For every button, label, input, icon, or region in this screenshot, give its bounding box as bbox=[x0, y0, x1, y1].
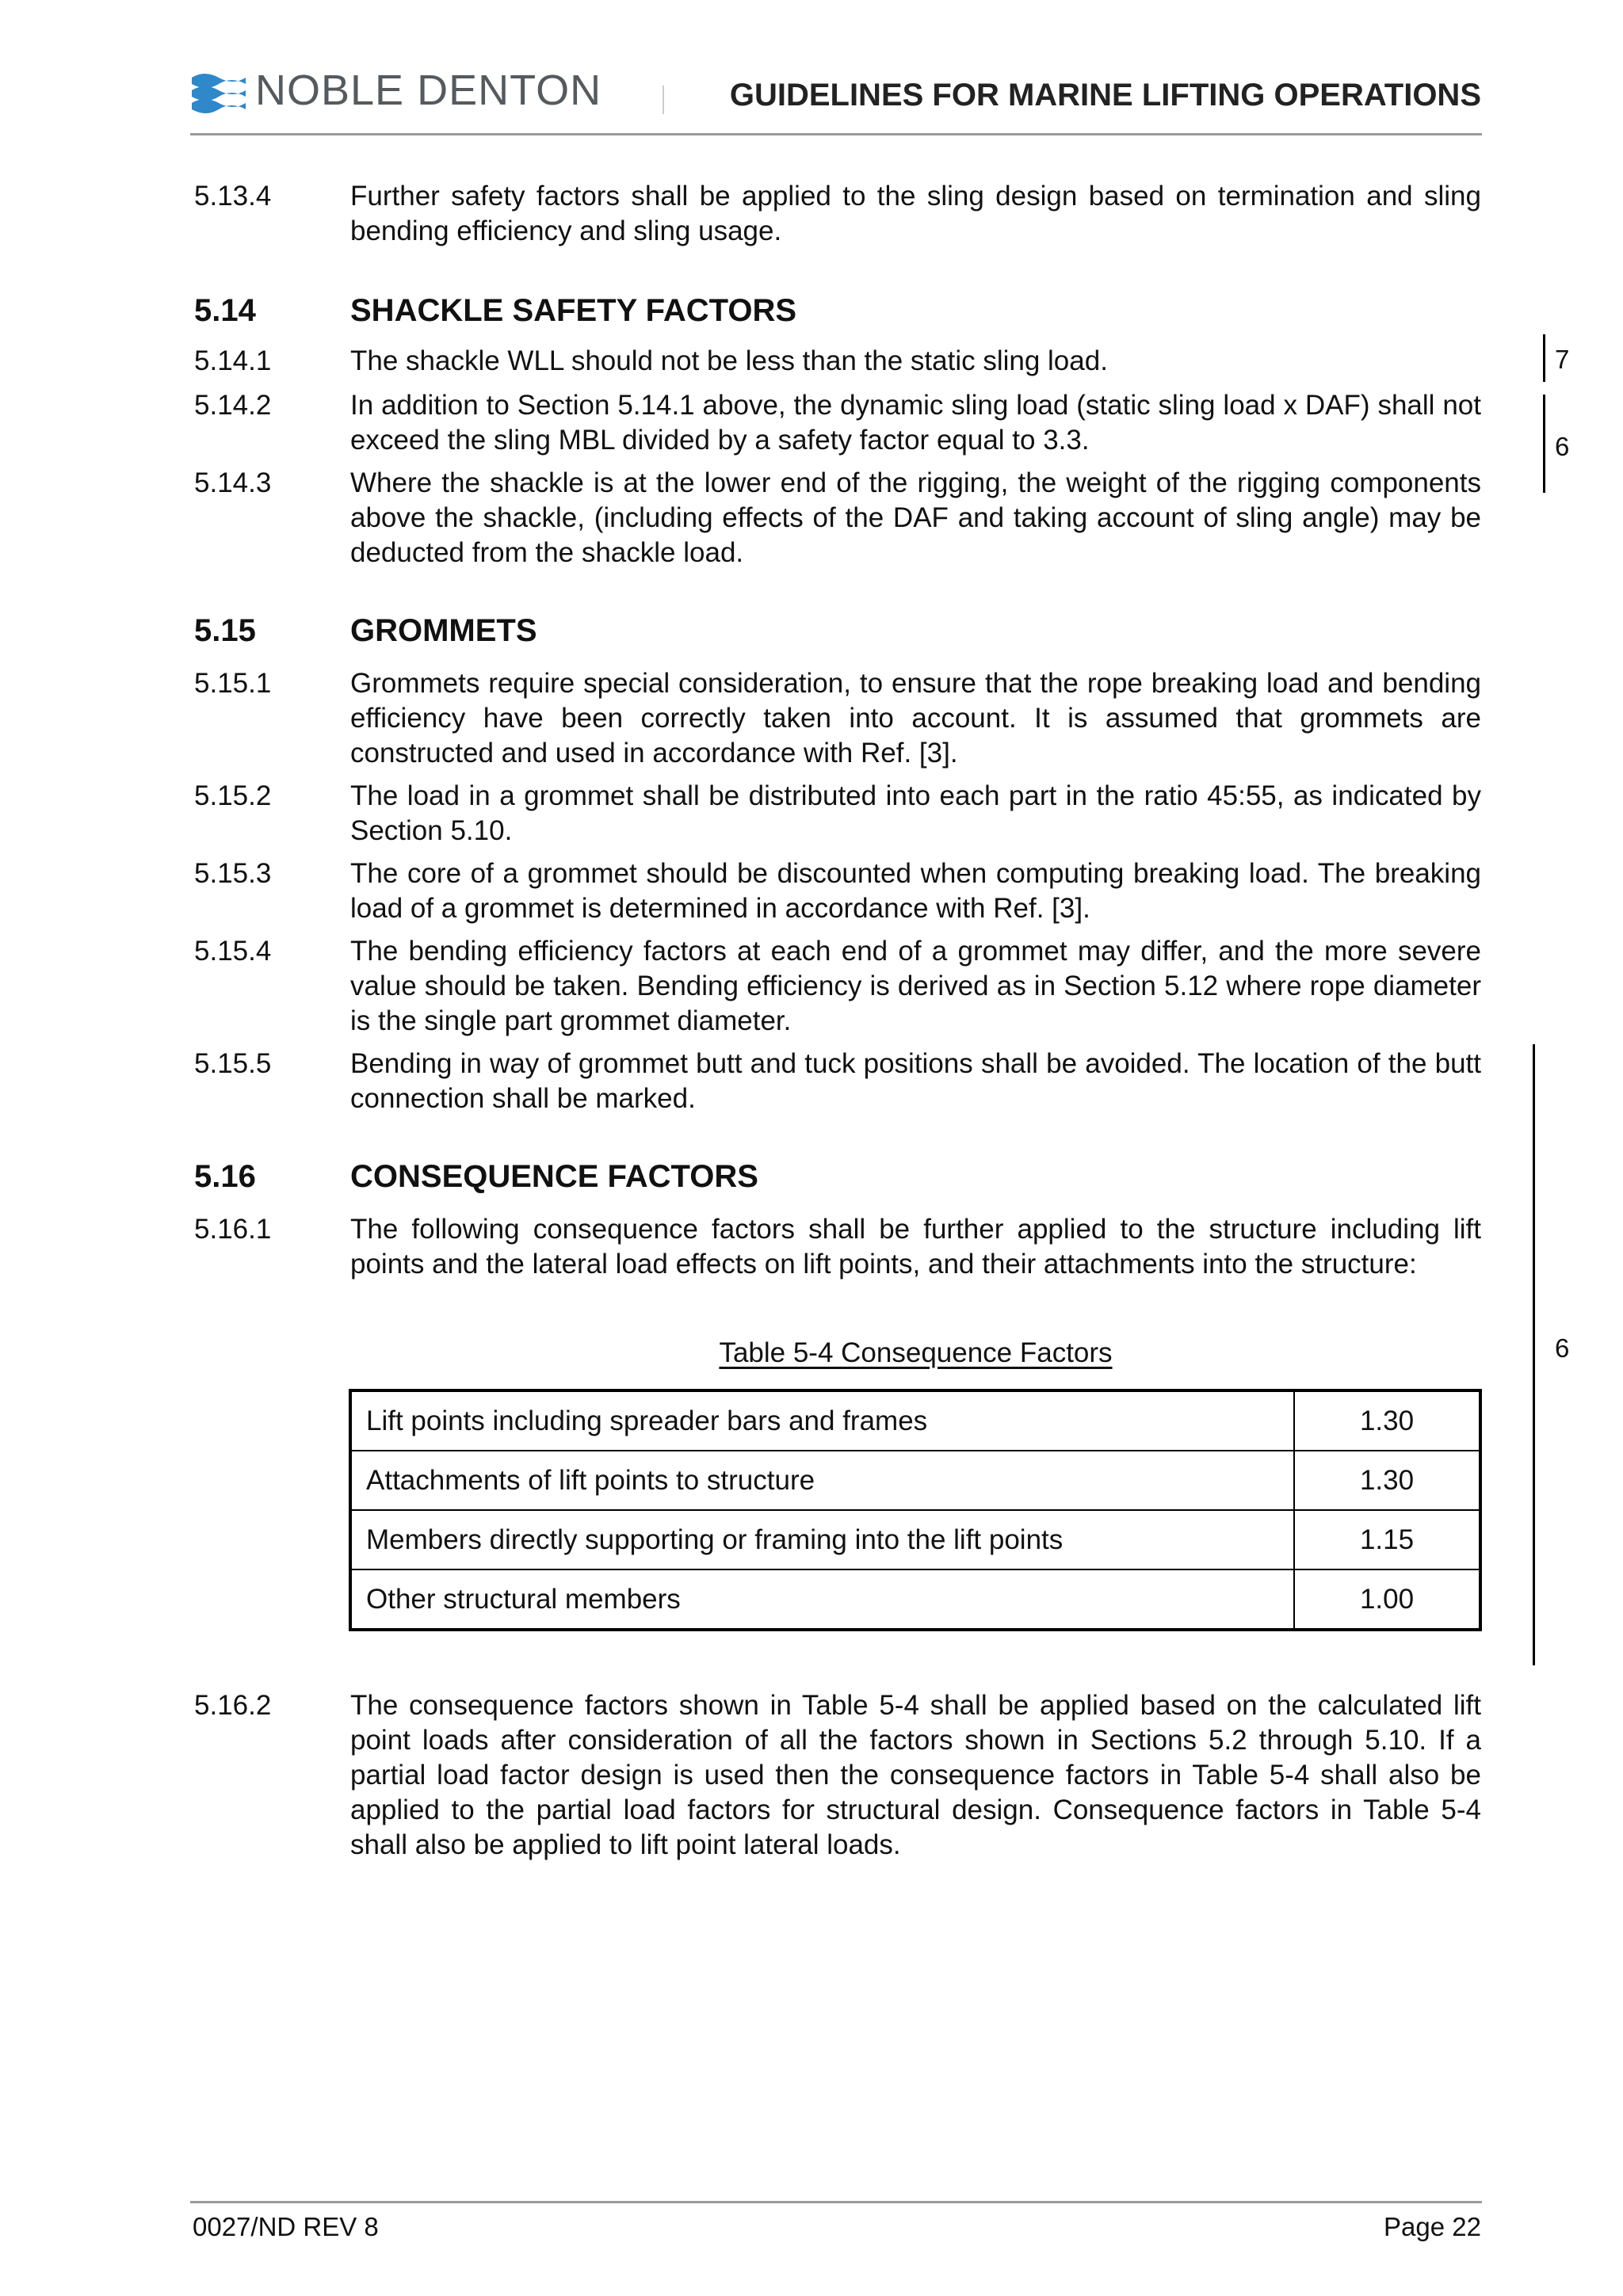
table-cell-item: Members directly supporting or framing into the lift points bbox=[350, 1510, 1294, 1569]
waves-logo-icon bbox=[190, 67, 247, 114]
table-cell-item: Attachments of lift points to structure bbox=[350, 1451, 1294, 1510]
section-title: CONSEQUENCE FACTORS bbox=[350, 1159, 758, 1194]
revision-mark: 6 bbox=[1555, 432, 1570, 461]
document-reference: 0027/ND REV 8 bbox=[193, 2212, 379, 2241]
section-title: SHACKLE SAFETY FACTORS bbox=[350, 293, 797, 328]
table-row bbox=[350, 1569, 1480, 1630]
table-row bbox=[350, 1510, 1480, 1569]
section-title: GROMMETS bbox=[350, 613, 537, 648]
page-number: Page 22 bbox=[1384, 2212, 1481, 2241]
document-title: GUIDELINES FOR MARINE LIFTING OPERATIONS bbox=[729, 78, 1481, 113]
para-number: 5.14.2 bbox=[194, 390, 272, 421]
para-text: Where the shackle is at the lower end of the rigging, the weight of the rigging components above the shackle, (including effects of the DAF and taking account of sling angle) may be deducted from the shackle load. bbox=[350, 467, 1481, 568]
table-cell-factor: 1.00 bbox=[1294, 1569, 1480, 1630]
table-cell-item: Other structural members bbox=[350, 1569, 1294, 1630]
para-text: Further safety factors shall be applied to the sling design based on termination and sling bending efficiency and sling usage. bbox=[350, 181, 1481, 246]
table-row bbox=[350, 1390, 1480, 1451]
revision-bar bbox=[1533, 1044, 1535, 1665]
consequence-factors-table bbox=[349, 1389, 1482, 1631]
para-text: The shackle WLL should not be less than the static sling load. bbox=[350, 345, 1108, 376]
para-number: 5.16.2 bbox=[194, 1690, 272, 1721]
revision-bar bbox=[1543, 395, 1545, 493]
table-cell-item: Lift points including spreader bars and frames bbox=[350, 1390, 1294, 1451]
para-text: Grommets require special consideration, to ensure that the rope breaking load and bending efficiency have been correctly taken into account. It is assumed that grommets are constructed and used in accordance with Ref. [3]. bbox=[350, 668, 1481, 769]
para-number: 5.15.1 bbox=[194, 668, 272, 699]
para-number: 5.15.5 bbox=[194, 1048, 272, 1079]
footer-rule bbox=[190, 2201, 1482, 2203]
para-text: The load in a grommet shall be distributed into each part in the ratio 45:55, as indicated by Section 5.10. bbox=[350, 780, 1481, 846]
table-cell-factor: 1.30 bbox=[1294, 1451, 1480, 1510]
para-number: 5.16.1 bbox=[194, 1214, 272, 1245]
section-number: 5.14 bbox=[194, 293, 256, 328]
para-number: 5.13.4 bbox=[194, 181, 272, 212]
revision-mark: 7 bbox=[1555, 345, 1570, 374]
para-number: 5.14.3 bbox=[194, 467, 272, 498]
table-cell-factor: 1.30 bbox=[1294, 1390, 1480, 1451]
revision-bar bbox=[1543, 334, 1545, 382]
para-number: 5.15.4 bbox=[194, 936, 272, 967]
section-number: 5.16 bbox=[194, 1159, 256, 1194]
section-number: 5.15 bbox=[194, 613, 256, 648]
logo-text: NOBLE DENTON bbox=[255, 67, 602, 114]
para-text: The core of a grommet should be discounted when computing breaking load. The breaking load of a grommet is determined in accordance with Ref. [3]. bbox=[350, 858, 1481, 924]
table-caption bbox=[350, 1336, 1481, 1371]
table-caption-text: Table 5-4 Consequence Factors bbox=[719, 1337, 1113, 1368]
para-text: The bending efficiency factors at each end of a grommet may differ, and the more severe value should be taken. Bending efficiency is derived as in Section 5.12 where rope diameter is the single part grommet diameter. bbox=[350, 936, 1481, 1036]
para-number: 5.14.1 bbox=[194, 345, 272, 376]
header-rule bbox=[190, 133, 1482, 135]
para-text: The consequence factors shown in Table 5-4 shall be applied based on the calculated lift point loads after consideration of all the factors shown in Sections 5.2 through 5.10. If a partial load factor design is used then the consequence factors in Table 5-4 shall also be applied to the partial load factors for structural design. Consequence factors in Table 5-4 shall also be applied to lift point lateral loads. bbox=[350, 1690, 1481, 1860]
table-row bbox=[350, 1451, 1480, 1510]
logo-separator bbox=[663, 86, 664, 114]
para-number: 5.15.3 bbox=[194, 858, 272, 889]
revision-mark: 6 bbox=[1555, 1333, 1570, 1363]
para-text: In addition to Section 5.14.1 above, the dynamic sling load (static sling load x DAF) shall not exceed the sling MBL divided by a safety factor equal to 3.3. bbox=[350, 390, 1481, 456]
para-text: The following consequence factors shall be further applied to the structure including lift points and the lateral load effects on lift points, and their attachments into the structure: bbox=[350, 1214, 1481, 1280]
para-text: Bending in way of grommet butt and tuck positions shall be avoided. The location of the butt connection shall be marked. bbox=[350, 1048, 1481, 1114]
para-number: 5.15.2 bbox=[194, 780, 272, 811]
table-cell-factor: 1.15 bbox=[1294, 1510, 1480, 1569]
